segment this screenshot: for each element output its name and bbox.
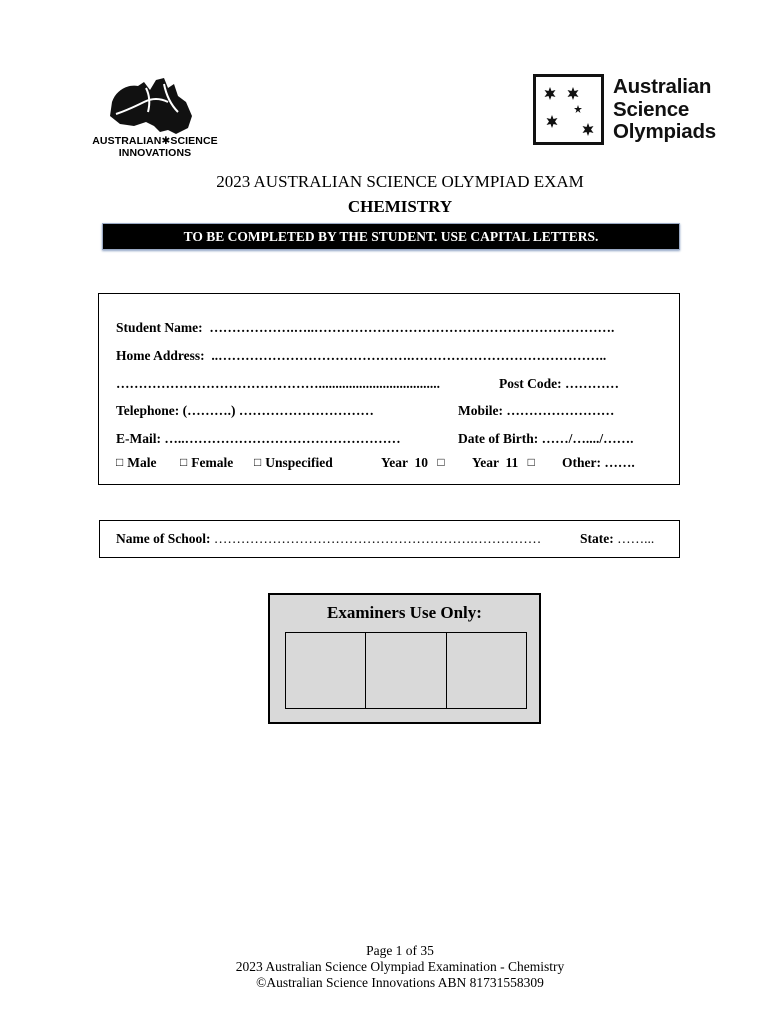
student-name-label: Student Name: <box>116 320 203 335</box>
aso-logo-frame <box>533 74 603 145</box>
telephone-label: Telephone: <box>116 403 180 418</box>
state-row <box>580 531 654 547</box>
footer-exam-name: 2023 Australian Science Olympiad Examination - Chemistry <box>235 959 565 974</box>
examiner-cell <box>365 632 447 709</box>
asi-logo-line1: AUSTRALIAN✱SCIENCE <box>92 135 218 147</box>
year-11-option[interactable] <box>472 455 539 471</box>
mobile-label: Mobile: <box>458 403 503 418</box>
southern-cross-icon <box>536 77 600 143</box>
student-name-field[interactable]: ……………….…..…………………………………………………………. <box>209 320 615 335</box>
gender-male-option[interactable] <box>116 455 157 471</box>
address-line-2-dots: ……………………………………….................................... <box>116 376 440 391</box>
aso-logo <box>533 74 733 150</box>
year-10-option[interactable] <box>381 455 449 471</box>
checkbox-icon[interactable]: □ <box>254 455 262 469</box>
home-address-label: Home Address: <box>116 348 205 363</box>
school-field[interactable]: ………………………………………………….…………… <box>213 531 542 546</box>
instruction-banner: TO BE COMPLETED BY THE STUDENT. USE CAPITAL LETTERS. <box>102 223 680 250</box>
telephone-field[interactable]: (……….) ………………………… <box>182 403 374 418</box>
year-10-label: Year 10 <box>381 455 428 470</box>
subject-title: CHEMISTRY <box>347 197 453 216</box>
aso-word: Olympiads <box>613 120 717 143</box>
address-line-2-field[interactable] <box>116 376 440 392</box>
email-row <box>116 431 401 447</box>
school-row <box>116 531 541 547</box>
email-field[interactable]: …..………………………………………… <box>164 431 401 446</box>
year-11-label: Year 11 <box>472 455 519 470</box>
examiners-use-box <box>268 593 541 724</box>
gender-male-label: Male <box>127 455 157 470</box>
checkbox-icon[interactable]: □ <box>437 455 445 469</box>
home-address-field[interactable]: ..…………………………………….…………………………………….. <box>211 348 607 363</box>
home-address-row <box>116 348 606 364</box>
state-label: State: <box>580 531 614 546</box>
state-field[interactable]: ……... <box>617 531 655 546</box>
checkbox-icon[interactable]: □ <box>180 455 188 469</box>
aso-word: Australian <box>613 75 712 98</box>
mobile-field[interactable]: …………………… <box>506 403 615 418</box>
aso-logo-text <box>613 76 716 144</box>
other-row <box>562 455 635 471</box>
checkbox-icon[interactable]: □ <box>116 455 124 469</box>
other-field[interactable]: ……. <box>604 455 635 470</box>
dob-label: Date of Birth: <box>458 431 539 446</box>
mobile-row <box>458 403 614 419</box>
school-label: Name of School: <box>116 531 211 546</box>
footer-copyright: ©Australian Science Innovations ABN 81731558309 <box>256 975 544 990</box>
student-name-row <box>116 320 614 336</box>
gender-female-option[interactable] <box>180 455 233 471</box>
other-label: Other: <box>562 455 601 470</box>
page-number: Page 1 of 35 <box>366 943 434 958</box>
examiners-title: Examiners Use Only: <box>327 603 482 622</box>
examiner-cell <box>446 632 527 709</box>
examiner-cell <box>285 632 366 709</box>
email-label: E-Mail: <box>116 431 161 446</box>
dob-row <box>458 431 634 447</box>
dob-field[interactable]: ……/…..../……. <box>541 431 634 446</box>
gender-female-label: Female <box>191 455 234 470</box>
post-code-label: Post Code: <box>499 376 562 391</box>
post-code-field[interactable]: ………… <box>565 376 619 391</box>
aso-word: Science <box>613 97 690 121</box>
gender-unspecified-label: Unspecified <box>265 455 333 470</box>
asi-logo <box>78 72 228 162</box>
gender-unspecified-option[interactable] <box>254 455 333 471</box>
telephone-row <box>116 403 374 419</box>
post-code-row <box>499 376 619 392</box>
exam-title: 2023 AUSTRALIAN SCIENCE OLYMPIAD EXAM <box>216 172 584 191</box>
checkbox-icon[interactable]: □ <box>527 455 535 469</box>
australia-map-icon <box>106 76 206 136</box>
asi-logo-line2: INNOVATIONS <box>118 147 192 159</box>
